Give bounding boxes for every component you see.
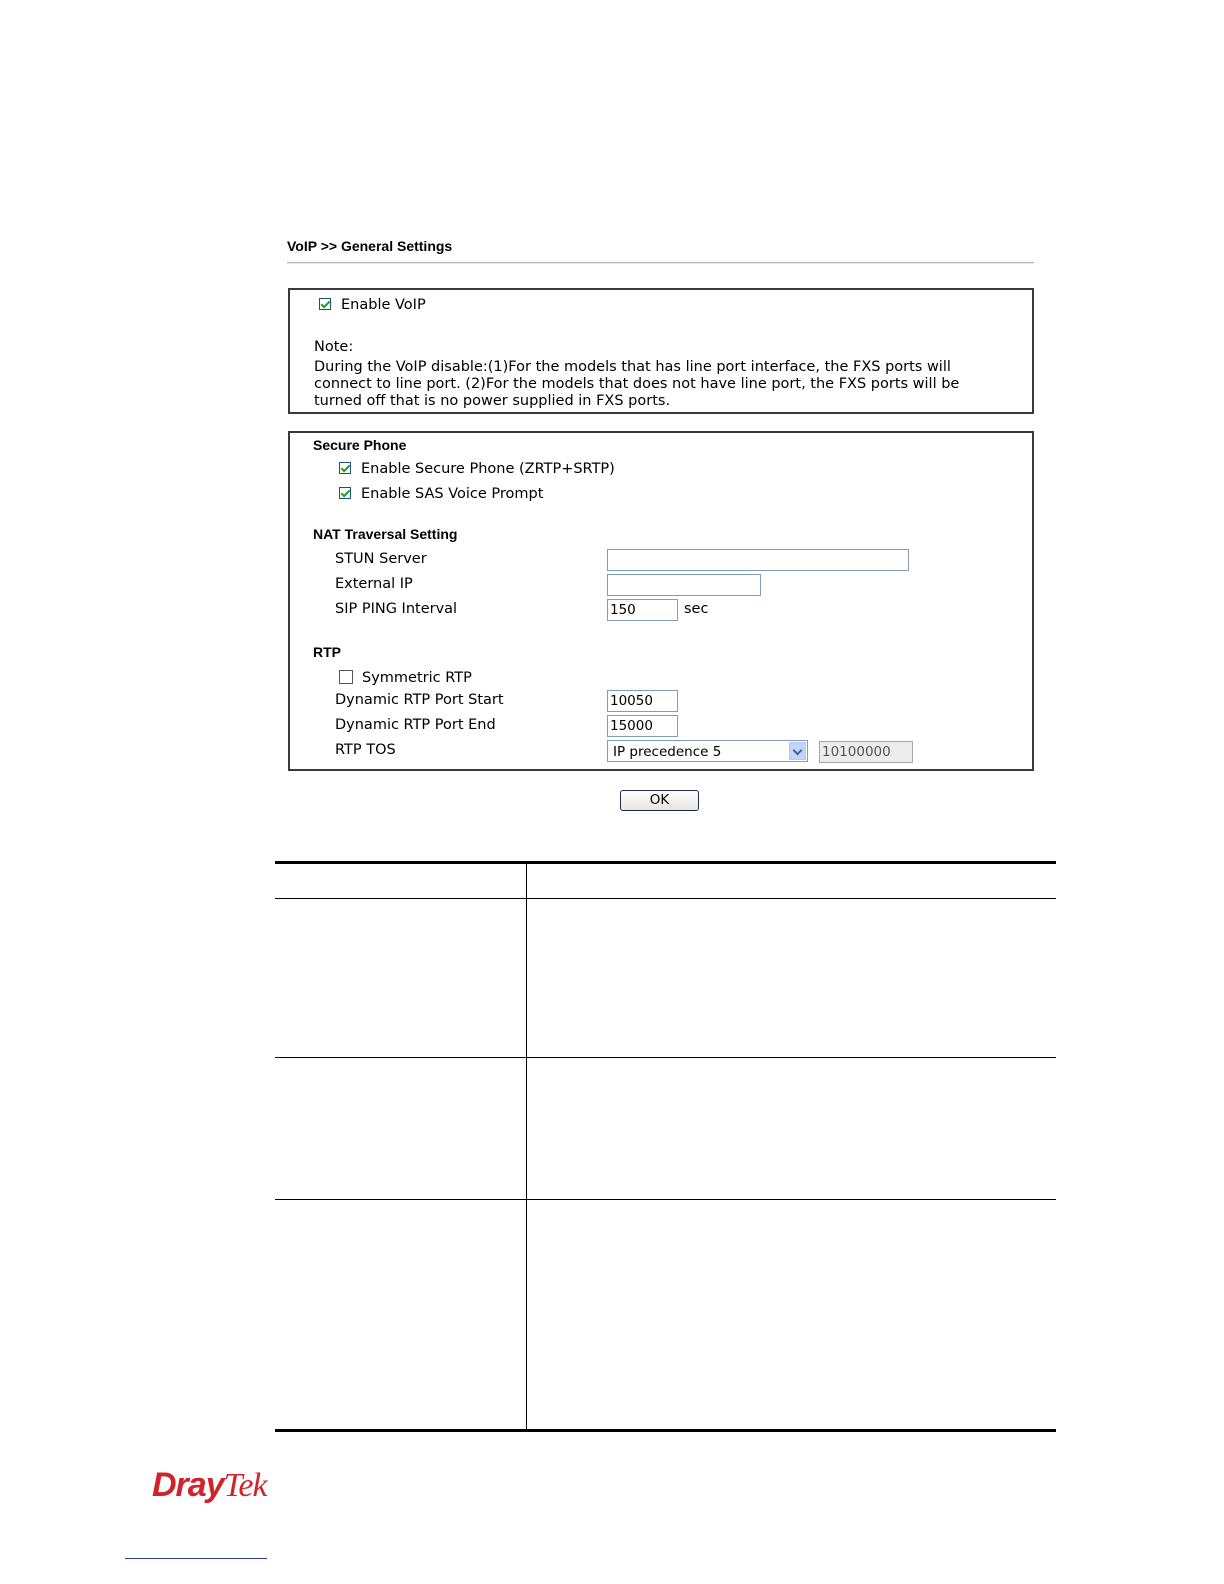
- enable-voip-label: Enable VoIP: [341, 297, 426, 313]
- draytek-logo: [152, 1466, 267, 1505]
- footer-line: [125, 1558, 267, 1559]
- table-row-divider: [275, 1057, 1056, 1058]
- table-top-border: [275, 861, 1056, 864]
- secure-phone-heading: Secure Phone: [313, 437, 407, 453]
- external-ip-label: External IP: [335, 576, 413, 592]
- breadcrumb: VoIP >> General Settings: [287, 238, 453, 254]
- rtp-tos-label: RTP TOS: [335, 742, 396, 758]
- enable-secure-phone-label: Enable Secure Phone (ZRTP+SRTP): [361, 461, 615, 477]
- rtp-port-start-label: Dynamic RTP Port Start: [335, 692, 504, 708]
- enable-sas-voice-prompt-checkbox[interactable]: [339, 487, 351, 499]
- chevron-down-icon[interactable]: [789, 742, 806, 760]
- note-line-3: turned off that is no power supplied in FXS ports.: [314, 393, 671, 409]
- rtp-port-start-input[interactable]: 10050: [607, 690, 678, 712]
- note-line-1: During the VoIP disable:(1)For the models that has line port interface, the FXS ports will: [314, 359, 951, 375]
- rtp-heading: RTP: [313, 644, 341, 660]
- stun-server-input[interactable]: [607, 549, 909, 571]
- note-label: Note:: [314, 339, 354, 355]
- breadcrumb-divider: [287, 262, 1034, 264]
- note-line-2: connect to line port. (2)For the models that does not have line port, the FXS ports will be: [314, 376, 960, 392]
- rtp-tos-value-field: 10100000: [819, 741, 913, 763]
- enable-sas-voice-prompt-label: Enable SAS Voice Prompt: [361, 486, 544, 502]
- logo-tek: Tek: [223, 1467, 267, 1504]
- symmetric-rtp-checkbox[interactable]: [339, 670, 353, 684]
- rtp-tos-selected: IP precedence 5: [613, 744, 722, 760]
- symmetric-rtp-label: Symmetric RTP: [362, 670, 472, 686]
- rtp-tos-select[interactable]: [607, 740, 808, 762]
- rtp-port-end-input[interactable]: 15000: [607, 715, 678, 737]
- table-bottom-border: [275, 1429, 1056, 1432]
- table-column-divider: [526, 864, 527, 1429]
- rtp-port-end-label: Dynamic RTP Port End: [335, 717, 496, 733]
- ok-button[interactable]: OK: [620, 790, 699, 811]
- table-row-divider: [275, 1199, 1056, 1200]
- nat-traversal-heading: NAT Traversal Setting: [313, 526, 458, 542]
- sip-ping-unit: sec: [684, 601, 709, 617]
- table-header-divider: [275, 898, 1056, 899]
- enable-secure-phone-checkbox[interactable]: [339, 462, 351, 474]
- sip-ping-interval-input[interactable]: 150: [607, 599, 678, 621]
- stun-server-label: STUN Server: [335, 551, 427, 567]
- external-ip-input[interactable]: [607, 574, 761, 596]
- logo-dray: Dray: [152, 1466, 224, 1504]
- enable-voip-checkbox[interactable]: [319, 298, 331, 310]
- sip-ping-interval-label: SIP PING Interval: [335, 601, 458, 617]
